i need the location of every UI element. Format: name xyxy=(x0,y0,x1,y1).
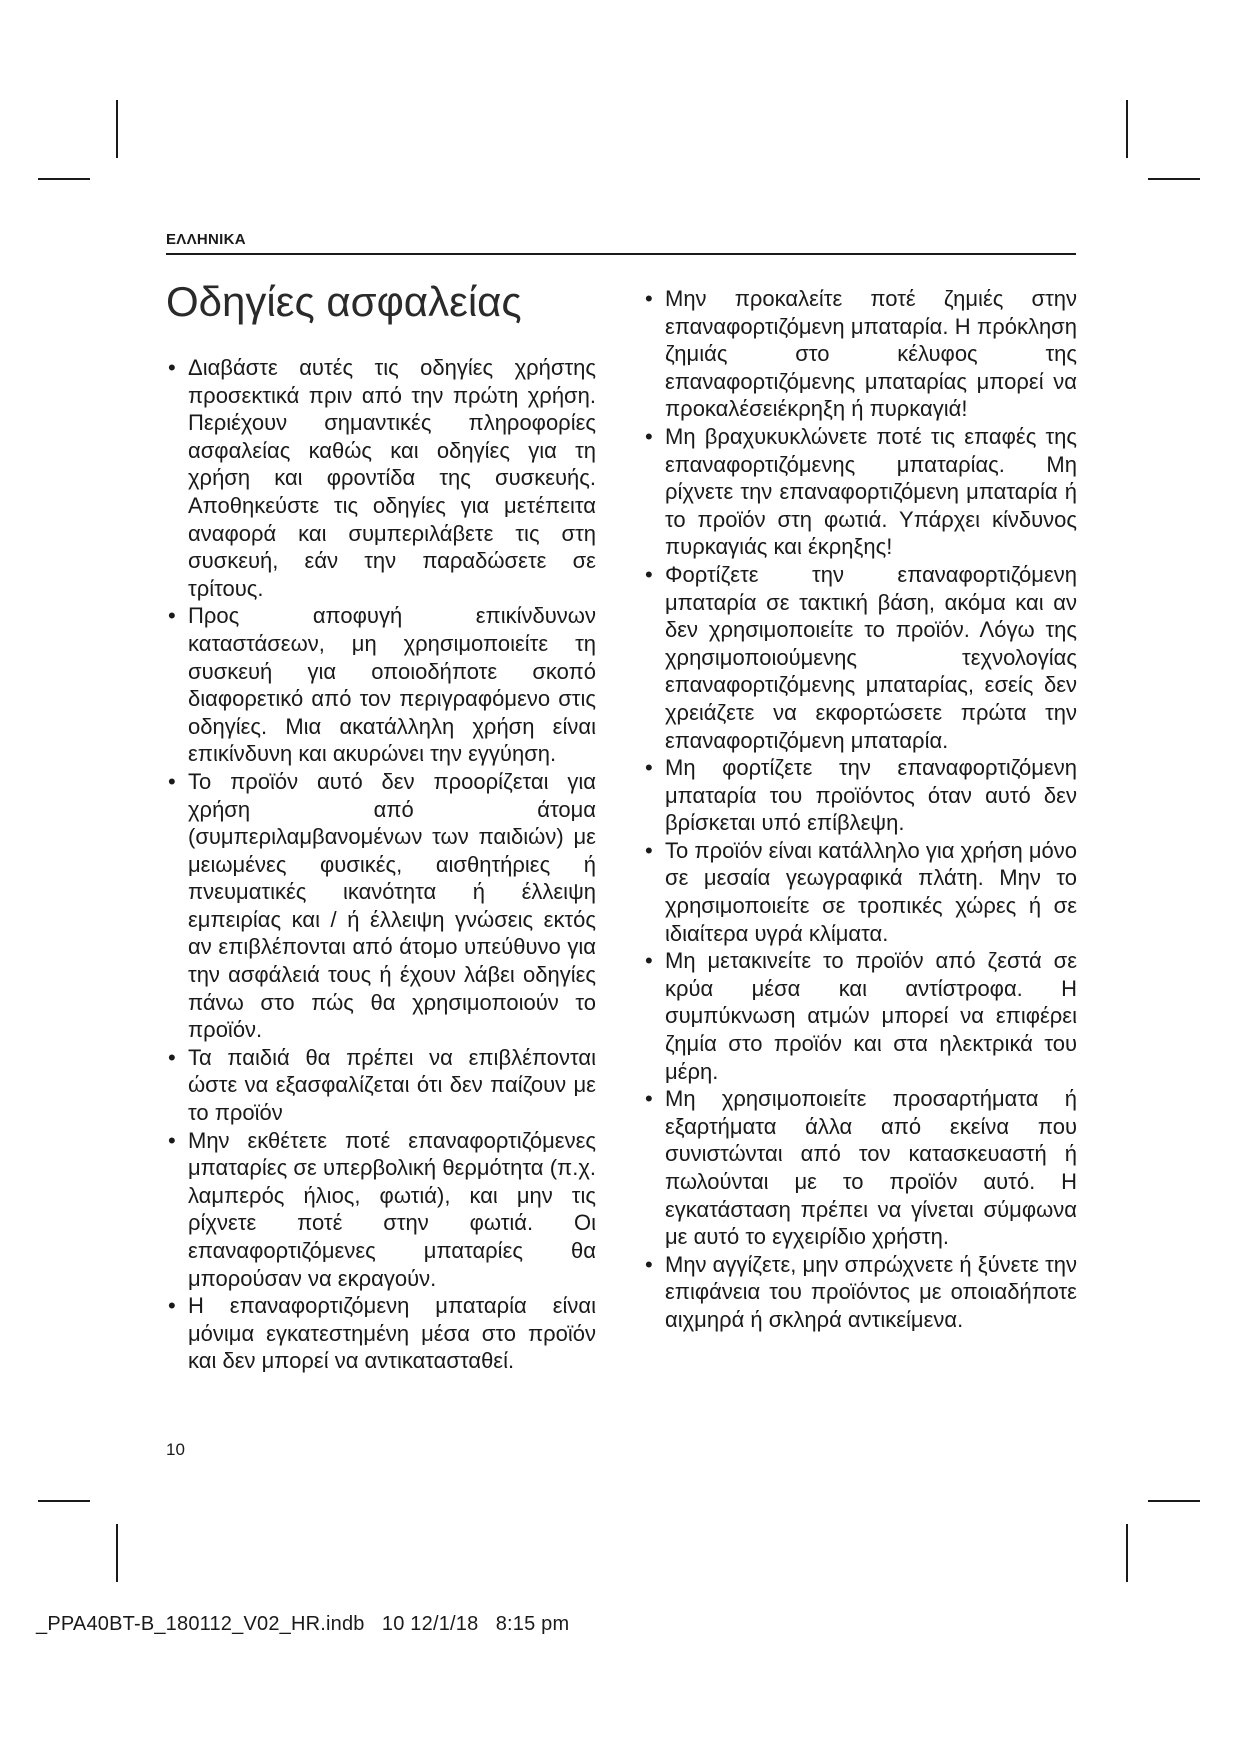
list-item: • Το προϊόν αυτό δεν προορίζεται για χρήση από άτομα (συμπεριλαμβανομένων των παιδιών) με μειωμένες φυσικές, αισθητήριες ή πνευματικές ικανότητα ή έλλειψη εμπειρίας και / ή έλλειψη γνώσεις εκτός αν επιβλέπονται από άτομο υπεύθυνο για την ασφάλειά τους ή έχουν λάβει οδηγίες πάνω στο πώς θα χρησιμοποιούν το προϊόν. xyxy=(166,768,596,1044)
list-item: • Διαβάστε αυτές τις οδηγίες χρήστης προσεκτικά πριν από την πρώτη χρήση. Περιέχουν σημαντικές πληροφορίες ασφαλείας καθώς και οδηγίες για τη χρήση και φροντίδα της συσκευής. Αποθηκεύστε τις οδηγίες για μετέπειτα αναφορά και συμπεριλάβετε τις στη συσκευή, εάν την παραδώσετε σε τρίτους. xyxy=(166,354,596,602)
page-title: Οδηγίες ασφαλείας xyxy=(166,278,522,325)
crop-mark-bottom-left-horizontal xyxy=(38,1500,90,1502)
safety-list-left xyxy=(166,354,596,1375)
list-item: • Τα παιδιά θα πρέπει να επιβλέπονται ώστε να εξασφαλίζεται ότι δεν παίζουν με το προϊόν xyxy=(166,1044,596,1127)
list-item: • Φορτίζετε την επαναφορτιζόμενη μπαταρία σε τακτική βάση, ακόμα και αν δεν χρησιμοποιείτε το προϊόν. Λόγω της χρησιμοποιούμενης τεχνολογίας επαναφορτιζόμενης μπαταρίας, εσείς δεν χρειάζετε να εκφορτώσετε πρώτα την επαναφορτιζόμενη μπαταρία. xyxy=(643,561,1077,754)
list-item: • Μην εκθέτετε ποτέ επαναφορτιζόμενες μπαταρίες σε υπερβολική θερμότητα (π.χ. λαμπερός ήλιος, φωτιά), και μην τις ρίχνετε ποτέ στην φωτιά. Οι επαναφορτιζόμενες μπαταρίες θα μπορούσαν να εκραγούν. xyxy=(166,1127,596,1293)
header-rule xyxy=(166,253,1076,255)
list-item: • Το προϊόν είναι κατάλληλο για χρήση μόνο σε μεσαία γεωγραφικά πλάτη. Μην το χρησιμοποιείτε σε τροπικές χώρες ή σε ιδιαίτερα υγρά κλίματα. xyxy=(643,837,1077,947)
crop-mark-bottom-left-vertical xyxy=(116,1524,118,1582)
page-number: 10 xyxy=(166,1440,185,1459)
list-item: • Προς αποφυγή επικίνδυνων καταστάσεων, μη χρησιμοποιείτε τη συσκευή για οποιοδήποτε σκοπό διαφορετικό από τον περιγραφόμενο στις οδηγίες. Μια ακατάλληλη χρήση είναι επικίνδυνη και ακυρώνει την εγγύηση. xyxy=(166,602,596,768)
crop-mark-top-right-horizontal xyxy=(1148,178,1200,180)
list-item: • Μη μετακινείτε το προϊόν από ζεστά σε κρύα μέσα και αντίστροφα. Η συμπύκνωση ατμών μπορεί να επιφέρει ζημία στο προϊόν και στα ηλεκτρικά του μέρη. xyxy=(643,947,1077,1085)
crop-mark-top-right-vertical xyxy=(1126,100,1128,158)
language-label: ΕΛΛΗΝΙΚΑ xyxy=(166,231,246,248)
list-item: • Μην προκαλείτε ποτέ ζημιές στην επαναφορτιζόμενη μπαταρία. Η πρόκληση ζημιάς στο κέλυφος της επαναφορτιζόμενης μπαταρίας μπορεί να προκαλέσειέκρηξη ή πυρκαγιά! xyxy=(643,285,1077,423)
safety-list-right xyxy=(643,285,1077,1334)
list-item: • Μη βραχυκυκλώνετε ποτέ τις επαφές της επαναφορτιζόμενης μπαταρίας. Μη ρίχνετε την επαναφορτιζόμενη μπαταρία ή το προϊόν στη φωτιά. Υπάρχει κίνδυνος πυρκαγιάς και έκρηξης! xyxy=(643,423,1077,561)
list-item: • Μη χρησιμοποιείτε προσαρτήματα ή εξαρτήματα άλλα από εκείνα που συνιστώνται από τον κατασκευαστή ή πωλούνται με το προϊόν αυτό. Η εγκατάσταση πρέπει να γίνεται σύμφωνα με αυτό το εγχειρίδιο χρήστη. xyxy=(643,1085,1077,1251)
crop-mark-bottom-right-horizontal xyxy=(1148,1500,1200,1502)
list-item: • Μην αγγίζετε, μην σπρώχνετε ή ξύνετε την επιφάνεια του προϊόντος με οποιαδήποτε αιχμηρά ή σκληρά αντικείμενα. xyxy=(643,1251,1077,1334)
list-item: • Μη φορτίζετε την επαναφορτιζόμενη μπαταρία του προϊόντος όταν αυτό δεν βρίσκεται υπό επίβλεψη. xyxy=(643,754,1077,837)
list-item: • Η επαναφορτιζόμενη μπαταρία είναι μόνιμα εγκατεστημένη μέσα στο προϊόν και δεν μπορεί να αντικατασταθεί. xyxy=(166,1292,596,1375)
crop-mark-bottom-right-vertical xyxy=(1126,1524,1128,1582)
crop-mark-top-left-horizontal xyxy=(38,178,90,180)
crop-mark-top-left-vertical xyxy=(116,100,118,158)
print-slug: _PPA40BT-B_180112_V02_HR.indb 10 12/1/18 8:15 pm xyxy=(36,1613,570,1635)
